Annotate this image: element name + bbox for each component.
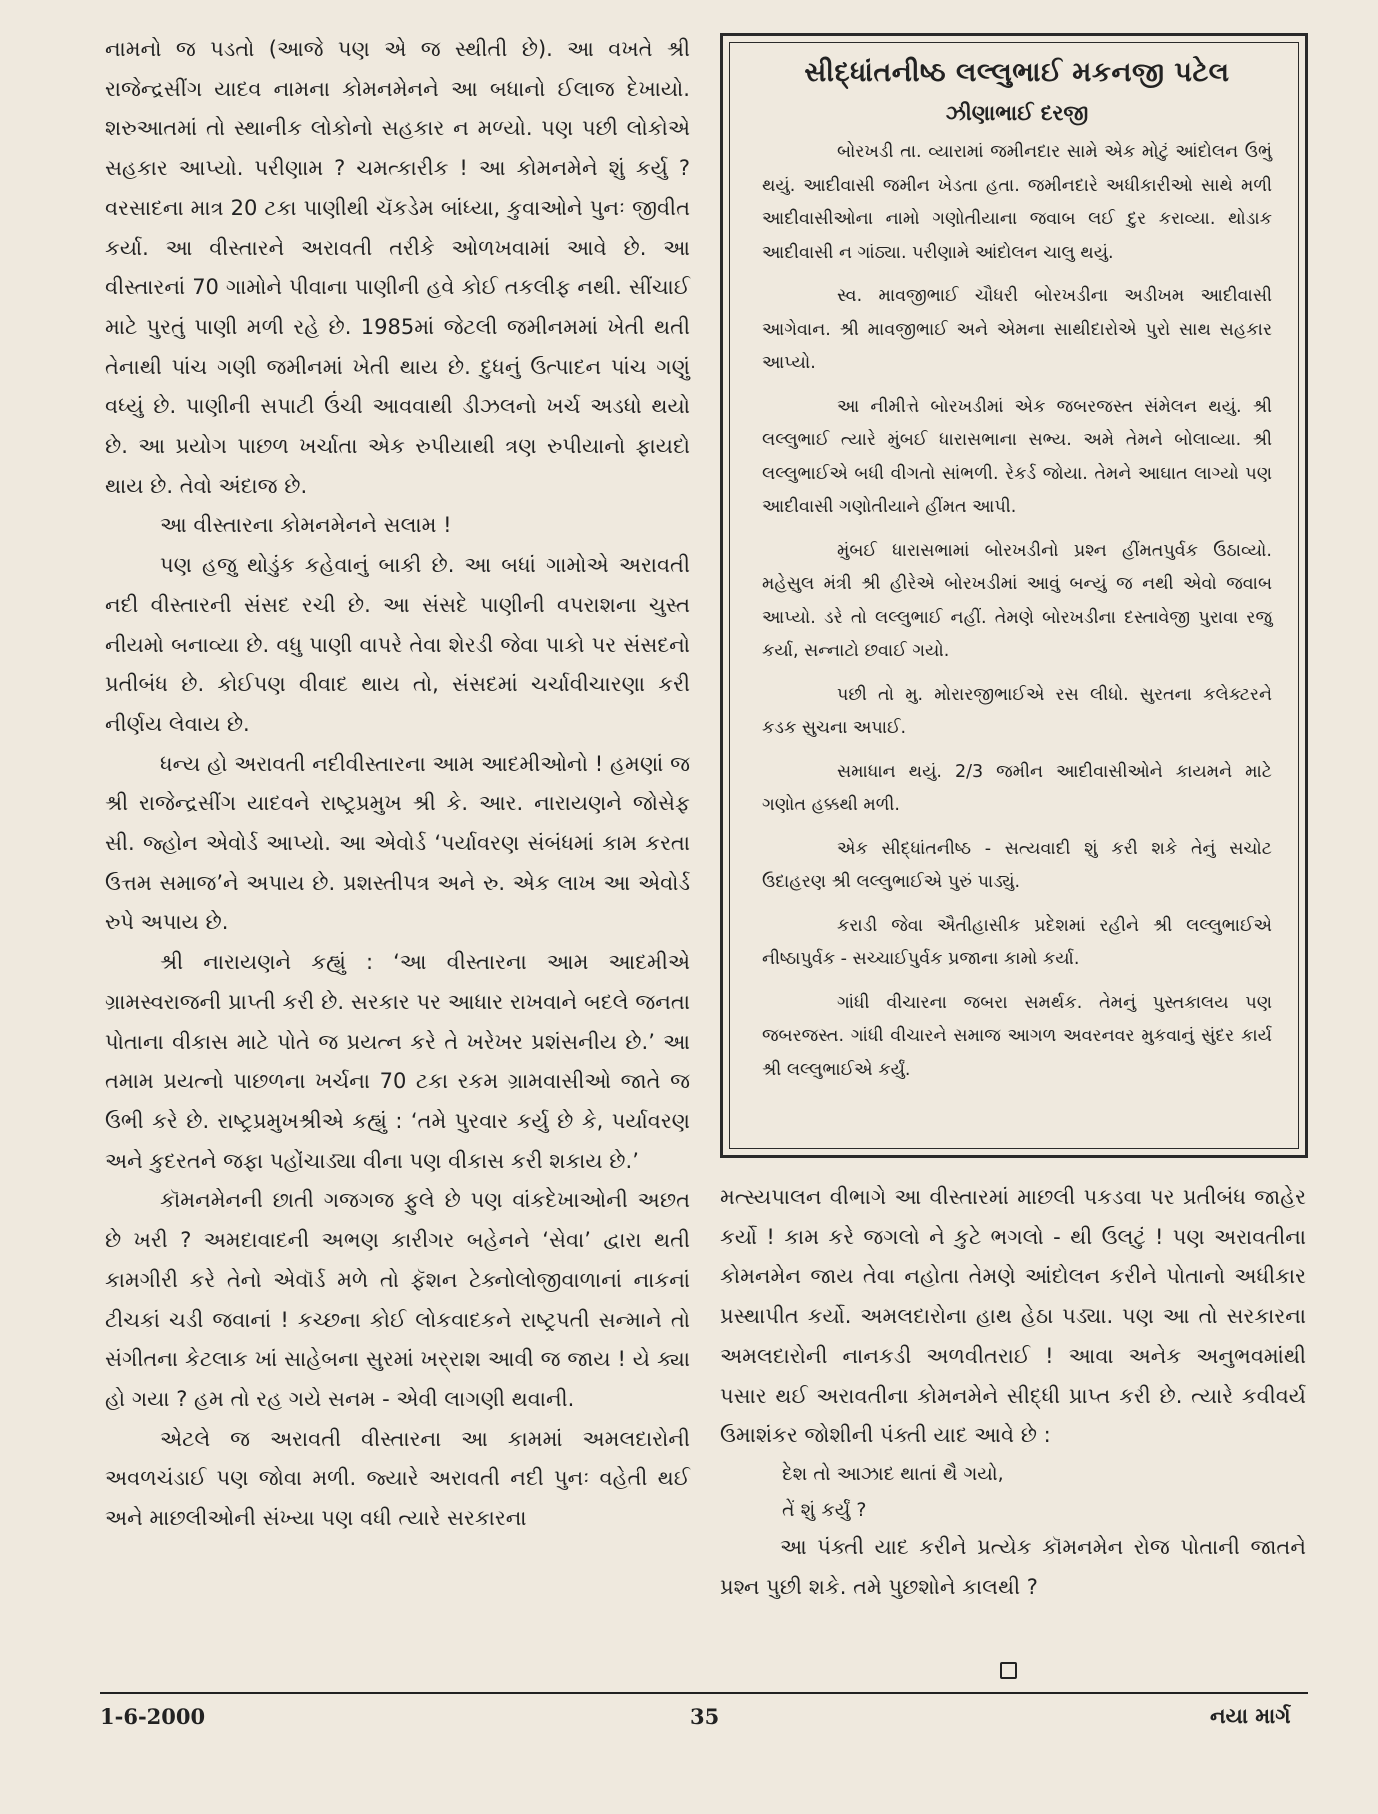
paragraph: નામનો જ પડતો (આજે પણ એ જ સ્થીતી છે). આ વખતે શ્રી રાજેન્દ્રસીંગ યાદવ નામના કોમનમેનને આ બધાનો ઈલાજ દેખાયો. શરુઆતમાં તો સ્થાનીક લોકોનો સહકાર ન મળ્યો. પણ પછી લોકોએ સહકાર આપ્યો. પરીણામ ? ચમત્કારીક ! આ કોમનમેને શું કર્યુ ? વરસાદના માત્ર 20 ટકા પાણીથી ચૅકડેમ બાંધ્યા, કુવાઓને પુનઃ જીવીત કર્યા. આ વીસ્તારને અરાવતી તરીકે ઓળખવામાં આવે છે. આ વીસ્તારનાં 70 ગામોને પીવાના પાણીની હવે કોઈ તકલીફ નથી. સીંચાઈ માટે પુરતું પાણી મળી રહે છે. 1985માં જેટલી જમીનમમાં ખેતી થતી તેનાથી પાંચ ગણી જમીનમાં ખેતી થાય છે. દુધનું ઉત્પાદન પાંચ ગણું વધ્યું છે. પાણીની સપાટી ઉંચી આવવાથી ડીઝલનો ખર્ચ અડધો થયો છે. આ પ્રયોગ પાછળ ખર્ચાતા એક રુપીયાથી ત્રણ રુપીયાનો ફાયદો થાય છે. તેવો અંદાજ છે.	[105, 37, 690, 498]
box-body	[762, 136, 1272, 1087]
box-paragraph: ગાંધી વીચારના જબરા સમર્થક. તેમનું પુસ્તકાલય પણ જબરજસ્ત. ગાંધી વીચારને સમાજ આગળ અવરનવર મુકવાનું સુંદર કાર્ય શ્રી લલ્લુભાઈએ કર્યું.	[762, 992, 1272, 1080]
box-paragraph: બોરખડી તા. વ્યારામાં જમીનદાર સામે એક મોટું આંદોલન ઉભું થયું. આદીવાસી જમીન ખેડતા હતા. જમીનદારે અધીકારીઓ સાથે મળી આદીવાસીઓના નામો ગણોતીયાના જવાબ લઈ દુર કરાવ્યા. થોડાક આદીવાસી ન ગાંઠ્યા. પરીણામે આંદોલન ચાલુ થયું.	[762, 142, 1272, 263]
paragraph: એટલે જ અરાવતી વીસ્તારના આ કામમાં અમલદારોની અવળચંડાઈ પણ જોવા મળી. જ્યારે અરાવતી નદી પુનઃ વહેતી થઈ અને માછલીઓની સંખ્યા પણ વધી ત્યારે સરકારના	[105, 1426, 690, 1531]
magazine-name: નયા માર્ગ	[1210, 1704, 1291, 1728]
footer-date: 1-6-2000	[100, 1704, 206, 1729]
footer-divider	[100, 1692, 1308, 1694]
paragraph: પણ હજુ થોડુંક કહેવાનું બાકી છે. આ બધાં ગામોએ અરાવતી નદી વીસ્તારની સંસદ રચી છે. આ સંસદે પાણીની વપરાશના ચુસ્ત નીયમો બનાવ્યા છે. વધુ પાણી વાપરે તેવા શેરડી જેવા પાકો પર સંસદનો પ્રતીબંધ છે. કોઈપણ વીવાદ થાય તો, સંસદમાં ચર્ચાવીચારણા કરી નીર્ણય લેવાય છે.	[105, 553, 690, 736]
box-title: સીદ્ધાંતનીષ્ઠ લલ્લુભાઈ મકનજી પટેલ	[804, 57, 1230, 88]
page-number: 35	[690, 1704, 720, 1729]
paragraph: શ્રી નારાયણને કહ્યું : ‘આ વીસ્તારના આમ આદમીએ ગ્રામસ્વરાજની પ્રાપ્તી કરી છે. સરકાર પર આધાર રાખવાને બદલે જનતા પોતાના વીકાસ માટે પોતે જ પ્રયત્ન કરે તે ખરેખર પ્રશંસનીય છે.’ આ તમામ પ્રયત્નો પાછળના ખર્ચના 70 ટકા રકમ ગ્રામવાસીઓ જાતે જ ઉભી કરે છે. રાષ્ટ્રપ્રમુખશ્રીએ કહ્યું : ‘તમે પુરવાર કર્યુ છે કે, પર્યાવરણ અને કુદરતને જફા પહોંચાડ્યા વીના પણ વીકાસ કરી શકાય છે.’	[105, 950, 690, 1173]
sidebar-box	[720, 33, 1308, 1158]
poem-line: તેં શું કર્યું ?	[782, 1498, 867, 1521]
box-paragraph: સ્વ. માવજીભાઈ ચૌધરી બોરખડીના અડીખમ આદીવાસી આગેવાન. શ્રી માવજીભાઈ અને એમના સાથીદારોએ પુરો સાથ સહકાર આપ્યો.	[762, 286, 1272, 373]
box-paragraph: આ નીમીત્તે બોરખડીમાં એક જબરજસ્ત સંમેલન થયું. શ્રી લલ્લુભાઈ ત્યારે મુંબઈ ધારાસભાના સભ્ય. અમે તેમને બોલાવ્યા. શ્રી લલ્લુભાઈએ બધી વીગતો સાંભળી. રેકર્ડ જોયા. તેમને આઘાત લાગ્યો પણ આદીવાસી ગણોતીયાને હીંમત આપી.	[762, 396, 1272, 517]
box-author: ઝીણાભાઈ દરજી	[945, 101, 1089, 125]
paragraph: આ વીસ્તારના કોમનમેનને સલામ !	[160, 513, 452, 538]
right-column	[720, 1178, 1306, 1607]
box-paragraph: કરાડી જેવા ઐતીહાસીક પ્રદેશમાં રહીને શ્રી લલ્લુભાઈએ નીષ્ઠાપુર્વક - સચ્ચાઈપુર્વક પ્રજાના કામો કર્યા.	[762, 915, 1272, 969]
box-paragraph: પછી તો મુ. મોરારજીભાઈએ રસ લીધો. સુરતના કલેક્ટરને કડક સુચના અપાઈ.	[762, 684, 1272, 738]
end-of-article-icon	[1000, 1662, 1017, 1679]
paragraph: ધન્ય હો અરાવતી નદીવીસ્તારના આમ આદમીઓનો ! હમણાં જ શ્રી રાજેન્દ્રસીંગ યાદવને રાષ્ટ્રપ્રમુખ શ્રી કે. આર. નારાયણને જોસેફ સી. જ્હોન એવોર્ડ આપ્યો. આ એવોર્ડ ‘પર્યાવરણ સંબંધમાં કામ કરતા ઉત્તમ સમાજ’ને અપાય છે. પ્રશસ્તીપત્ર અને રુ. એક લાખ આ એવોર્ડ રુપે અપાય છે.	[105, 751, 690, 935]
paragraph: મત્સ્યપાલન વીભાગે આ વીસ્તારમાં માછલી પકડવા પર પ્રતીબંધ જાહેર કર્યો ! કામ કરે જગલો ને કુટે ભગલો - થી ઉલટું ! પણ અરાવતીના કોમનમેન જાય તેવા નહોતા તેમણે આંદોલન કરીને પોતાનો અધીકાર પ્રસ્થાપીત કર્યો. અમલદારોના હાથ હેઠા પડ્યા. પણ આ તો સરકારના અમલદારોની નાનકડી અળવીતરાઈ ! આવા અનેક અનુભવમાંથી પસાર થઈ અરાવતીના કોમનમેને સીદ્ધી પ્રાપ્ત કરી છે. ત્યારે કવીવર્ય ઉમાશંકર જોશીની પંક્તી યાદ આવે છે :	[720, 1185, 1306, 1448]
box-paragraph: એક સીદ્ધાંતનીષ્ઠ - સત્યવાદી શું કરી શકે તેનું સચોટ ઉદાહરણ શ્રી લલ્લુભાઈએ પુરું પાડ્યું.	[762, 838, 1272, 892]
paragraph: આ પંક્તી યાદ કરીને પ્રત્યેક કૉમનમેન રોજ પોતાની જાતને પ્રશ્ન પુછી શકે. તમે પુછશોને કાલથી ?	[720, 1534, 1306, 1599]
box-paragraph: સમાધાન થયું. 2/3 જમીન આદીવાસીઓને કાયમને માટે ગણોત હક્કથી મળી.	[762, 761, 1272, 815]
paragraph: કૉમનમેનની છાતી ગજગજ ફુલે છે પણ વાંકદેખાઓની અછત છે ખરી ? અમદાવાદની અભણ કારીગર બહેનને ‘સેવા’ દ્વારા થતી કામગીરી કરે તેનો એવૉર્ડ મળે તો ફૅશન ટેક્નોલોજીવાળાનાં નાકનાં ટીચકાં ચડી જવાનાં ! કચ્છના કોઈ લોકવાદકને રાષ્ટ્રપતી સન્માને તો સંગીતના કેટલાક ખાં સાહેબના સુરમાં ખર્‌રાશ આવી જ જાય ! યે ક્યા હો ગયા ? હમ તો રહ ગયે સનમ - એવી લાગણી થવાની.	[105, 1188, 690, 1411]
sidebar-box-inner	[729, 42, 1299, 1149]
left-column	[105, 30, 690, 1539]
box-paragraph: મુંબઈ ધારાસભામાં બોરખડીનો પ્રશ્ન હીંમતપુર્વક ઉઠાવ્યો. મહેસુલ મંત્રી શ્રી હીરેએ બોરખડીમાં આવું બન્યું જ નથી એવો જવાબ આપ્યો. ડરે તો લલ્લુભાઈ નહીં. તેમણે બોરખડીના દસ્તાવેજી પુરાવા રજુ કર્યા, સન્નાટો છવાઈ ગયો.	[762, 540, 1272, 661]
poem-line: દેશ તો આઝાદ થાતાં થૈ ગયો,	[782, 1462, 1004, 1485]
